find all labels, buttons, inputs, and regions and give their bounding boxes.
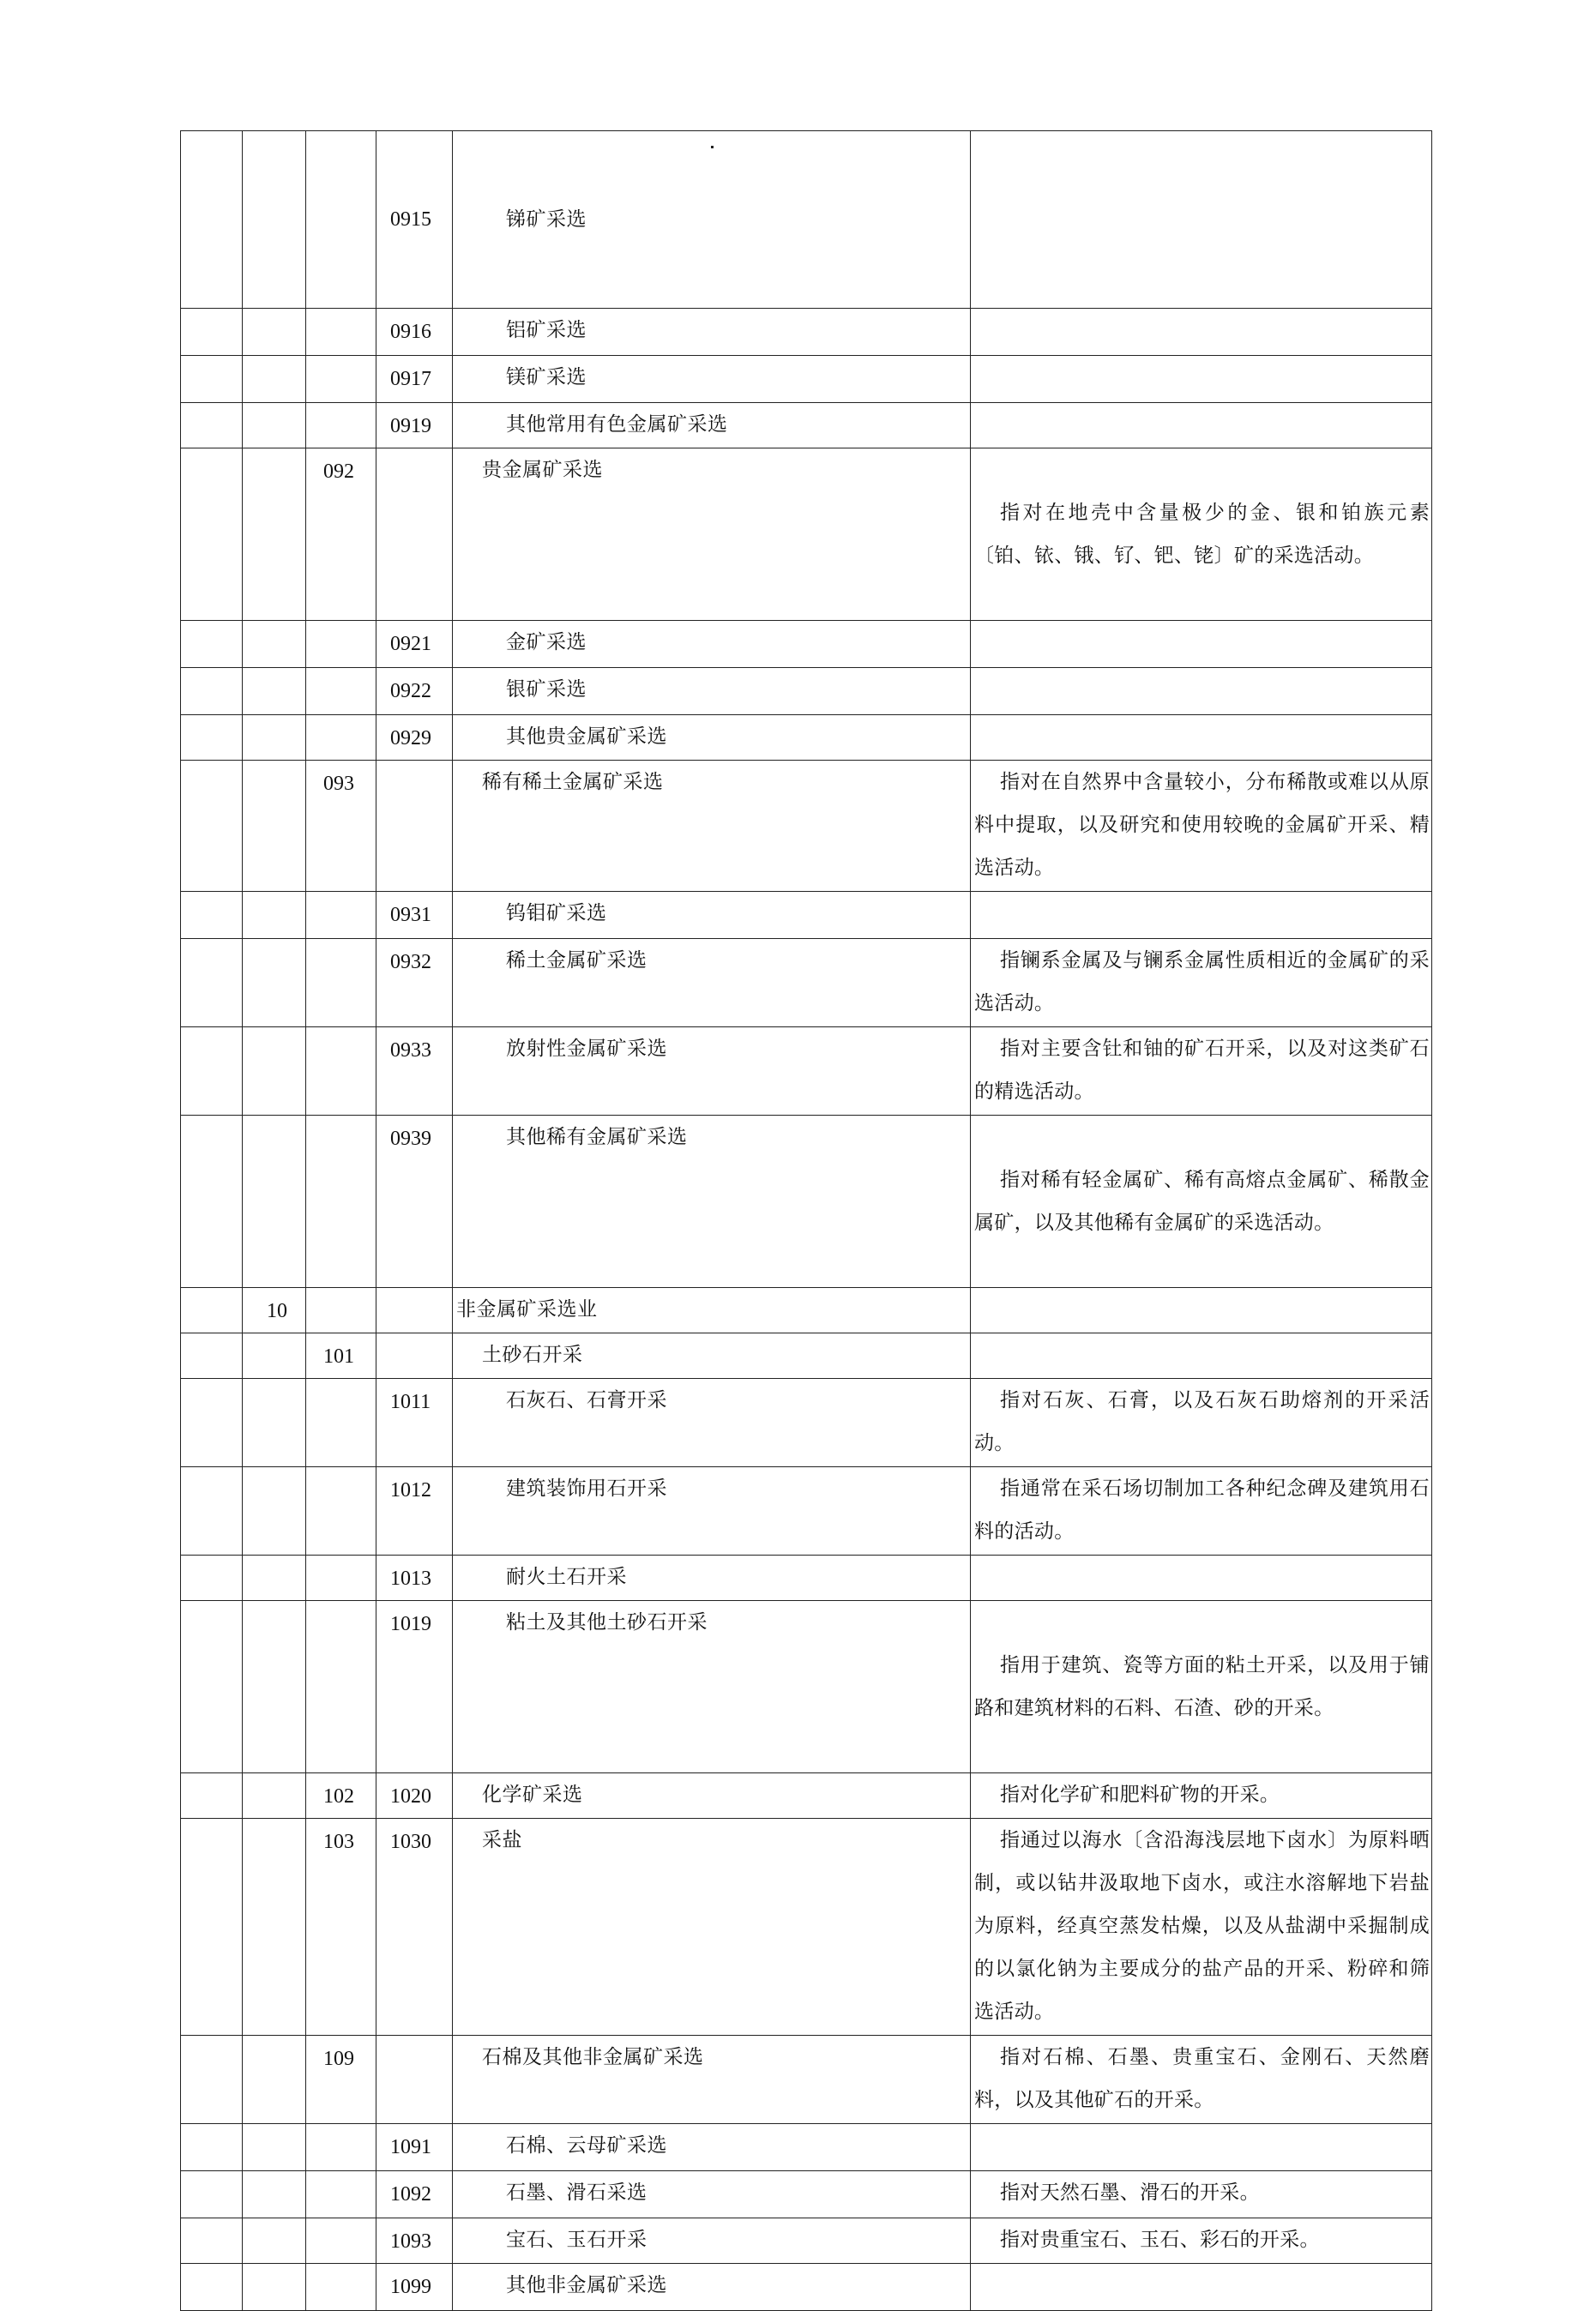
category-cell (181, 668, 243, 715)
class-code: 0917 (390, 368, 431, 390)
table-row-3 (181, 356, 1432, 403)
industry-name-cell (453, 1379, 971, 1467)
class-code: 1020 (390, 1785, 431, 1808)
industry-name-cell (453, 2171, 971, 2218)
division-code-cell (243, 621, 306, 668)
industry-name: 金矿采选 (506, 631, 587, 653)
class-code: 0922 (390, 680, 431, 702)
class-code-cell (376, 448, 453, 621)
group-code-cell (306, 2171, 376, 2218)
group-code: 109 (323, 2048, 354, 2070)
industry-name-cell (453, 131, 971, 309)
description-cell (971, 1027, 1432, 1116)
class-code: 1092 (390, 2183, 431, 2206)
class-code-cell (376, 1773, 453, 1819)
description-cell (971, 2036, 1432, 2124)
category-cell (181, 1467, 243, 1556)
industry-name: 铝矿采选 (506, 319, 587, 341)
division-code: 10 (267, 1300, 287, 1322)
industry-name: 稀土金属矿采选 (506, 949, 647, 972)
description-cell (971, 2264, 1432, 2311)
category-cell (181, 356, 243, 403)
industry-name-cell (453, 715, 971, 761)
category-cell (181, 2171, 243, 2218)
industry-name-cell (453, 761, 971, 892)
group-code-cell (306, 2124, 376, 2171)
class-code-cell (376, 1556, 453, 1601)
division-code-cell (243, 2036, 306, 2124)
group-code-cell (306, 1819, 376, 2036)
group-code-cell (306, 621, 376, 668)
class-code: 0929 (390, 727, 431, 749)
category-cell (181, 1379, 243, 1467)
division-code-cell (243, 131, 306, 309)
table-row-7 (181, 668, 1432, 715)
category-cell (181, 1773, 243, 1819)
table-row-1 (181, 131, 1432, 309)
class-code-cell (376, 761, 453, 892)
class-code-cell (376, 1333, 453, 1379)
division-code-cell (243, 1027, 306, 1116)
industry-name: 化学矿采选 (482, 1784, 583, 1806)
description: 指对在自然界中含量较小，分布稀散或难以从原料中提取，以及研究和使用较晚的金属矿开采、精选活动。 (974, 771, 1430, 879)
industry-name-cell (453, 403, 971, 448)
class-code-cell (376, 2124, 453, 2171)
group-code-cell (306, 131, 376, 309)
class-code: 0932 (390, 951, 431, 973)
industry-name: 其他稀有金属矿采选 (506, 1126, 688, 1148)
group-code: 092 (323, 460, 354, 483)
division-code-cell (243, 892, 306, 939)
table-row-24 (181, 2171, 1432, 2218)
description-cell (971, 1773, 1432, 1819)
category-cell (181, 448, 243, 621)
industry-name: 锑矿采选 (506, 208, 587, 231)
table-row-20 (181, 1773, 1432, 1819)
industry-name: 贵金属矿采选 (482, 459, 603, 481)
class-code: 1013 (390, 1568, 431, 1590)
class-code: 1091 (390, 2136, 431, 2158)
description-cell (971, 309, 1432, 356)
division-code-cell (243, 2124, 306, 2171)
group-code-cell (306, 892, 376, 939)
group-code-cell (306, 1601, 376, 1773)
industry-name: 稀有稀土金属矿采选 (482, 771, 664, 793)
description-cell (971, 621, 1432, 668)
industry-name-cell (453, 1027, 971, 1116)
description-cell (971, 1819, 1432, 2036)
category-cell (181, 403, 243, 448)
industry-name: 石棉及其他非金属矿采选 (482, 2046, 704, 2068)
category-cell (181, 2124, 243, 2171)
division-code-cell (243, 1773, 306, 1819)
group-code-cell (306, 1379, 376, 1467)
description-cell (971, 668, 1432, 715)
class-code-cell (376, 892, 453, 939)
class-code: 1011 (390, 1391, 431, 1413)
description: 指通过以海水〔含沿海浅层地下卤水〕为原料晒制，或以钻井汲取地下卤水，或注水溶解地下岩盐为原料，经真空蒸发枯燥，以及从盐湖中采掘制成的以氯化钠为主要成分的盐产品的开采、粉碎和筛选活动。 (974, 1829, 1430, 2023)
industry-name: 土砂石开采 (482, 1344, 583, 1366)
description-cell (971, 715, 1432, 761)
category-cell (181, 131, 243, 309)
description: 指对天然石墨、滑石的开采。 (1000, 2182, 1260, 2204)
industry-classification-table (180, 130, 1432, 2311)
group-code-cell (306, 403, 376, 448)
category-cell (181, 1333, 243, 1379)
group-code-cell (306, 1333, 376, 1379)
group-code: 103 (323, 1831, 354, 1853)
class-code-cell (376, 2264, 453, 2311)
industry-name-cell (453, 621, 971, 668)
description-cell (971, 448, 1432, 621)
table-row-5 (181, 448, 1432, 621)
industry-name: 石棉、云母矿采选 (506, 2134, 667, 2157)
class-code: 0939 (390, 1128, 431, 1150)
industry-name-cell (453, 2264, 971, 2311)
group-code-cell (306, 356, 376, 403)
description-cell (971, 1379, 1432, 1467)
table-row-14 (181, 1288, 1432, 1333)
division-code-cell (243, 939, 306, 1027)
division-code-cell (243, 309, 306, 356)
description: 指对主要含钍和铀的矿石开采，以及对这类矿石的精选活动。 (974, 1038, 1430, 1103)
description: 指对贵重宝石、玉石、彩石的开采。 (1000, 2229, 1320, 2251)
description-cell (971, 1333, 1432, 1379)
industry-name-cell (453, 1601, 971, 1773)
industry-name-cell (453, 356, 971, 403)
description-cell (971, 1288, 1432, 1333)
classification-table-sheet (180, 130, 1431, 2311)
industry-name: 其他常用有色金属矿采选 (506, 413, 728, 436)
stray-mark (711, 146, 714, 148)
industry-name-cell (453, 1773, 971, 1819)
description: 指对化学矿和肥料矿物的开采。 (1000, 1784, 1280, 1806)
table-row-18 (181, 1556, 1432, 1601)
description: 指镧系金属及与镧系金属性质相近的金属矿的采选活动。 (974, 949, 1430, 1014)
group-code-cell (306, 2036, 376, 2124)
class-code-cell (376, 1819, 453, 2036)
category-cell (181, 1027, 243, 1116)
table-row-11 (181, 939, 1432, 1027)
class-code-cell (376, 715, 453, 761)
class-code-cell (376, 621, 453, 668)
group-code: 102 (323, 1785, 354, 1808)
class-code-cell (376, 1288, 453, 1333)
category-cell (181, 1556, 243, 1601)
group-code-cell (306, 2264, 376, 2311)
industry-name: 钨钼矿采选 (506, 902, 607, 924)
table-row-15 (181, 1333, 1432, 1379)
class-code: 1030 (390, 1831, 431, 1853)
class-code-cell (376, 939, 453, 1027)
industry-name-cell (453, 1333, 971, 1379)
division-code-cell (243, 403, 306, 448)
group-code-cell (306, 1116, 376, 1288)
class-code: 0915 (390, 208, 431, 231)
table-row-21 (181, 1819, 1432, 2036)
table-row-8 (181, 715, 1432, 761)
class-code-cell (376, 1467, 453, 1556)
category-cell (181, 1288, 243, 1333)
class-code-cell (376, 2171, 453, 2218)
industry-name: 建筑装饰用石开采 (506, 1477, 667, 1500)
description-cell (971, 356, 1432, 403)
group-code: 093 (323, 773, 354, 795)
industry-name: 粘土及其他土砂石开采 (506, 1611, 708, 1634)
division-code-cell (243, 761, 306, 892)
group-code-cell (306, 448, 376, 621)
description-cell (971, 761, 1432, 892)
description: 指通常在采石场切制加工各种纪念碑及建筑用石料的活动。 (974, 1477, 1430, 1543)
industry-name-cell (453, 2124, 971, 2171)
category-cell (181, 761, 243, 892)
industry-name: 非金属矿采选业 (456, 1298, 598, 1321)
division-code-cell (243, 1819, 306, 2036)
category-cell (181, 309, 243, 356)
class-code-cell (376, 403, 453, 448)
group-code-cell (306, 939, 376, 1027)
industry-name: 其他非金属矿采选 (506, 2274, 667, 2296)
industry-name-cell (453, 1116, 971, 1288)
group-code-cell (306, 1288, 376, 1333)
table-row-23 (181, 2124, 1432, 2171)
description: 指对石灰、石膏，以及石灰石助熔剂的开采活动。 (974, 1389, 1430, 1454)
industry-name: 宝石、玉石开采 (506, 2229, 647, 2251)
class-code: 0916 (390, 321, 431, 343)
group-code: 101 (323, 1345, 354, 1368)
category-cell (181, 621, 243, 668)
industry-name: 其他贵金属矿采选 (506, 725, 667, 748)
class-code: 1012 (390, 1479, 431, 1502)
description-cell (971, 1601, 1432, 1773)
class-code-cell (376, 1027, 453, 1116)
class-code: 1019 (390, 1613, 431, 1635)
industry-name-cell (453, 448, 971, 621)
class-code-cell (376, 356, 453, 403)
category-cell (181, 2036, 243, 2124)
industry-name: 放射性金属矿采选 (506, 1038, 667, 1060)
industry-name-cell (453, 1467, 971, 1556)
class-code-cell (376, 2036, 453, 2124)
description-cell (971, 1467, 1432, 1556)
description-cell (971, 1116, 1432, 1288)
group-code-cell (306, 715, 376, 761)
description-cell (971, 2171, 1432, 2218)
division-code-cell (243, 2264, 306, 2311)
table-row-2 (181, 309, 1432, 356)
table-row-10 (181, 892, 1432, 939)
description: 指对稀有轻金属矿、稀有高熔点金属矿、稀散金属矿，以及其他稀有金属矿的采选活动。 (974, 1169, 1430, 1234)
division-code-cell (243, 1601, 306, 1773)
industry-name-cell (453, 892, 971, 939)
class-code-cell (376, 309, 453, 356)
description-cell (971, 939, 1432, 1027)
group-code-cell (306, 1556, 376, 1601)
class-code: 0919 (390, 415, 431, 437)
class-code-cell (376, 1601, 453, 1773)
description: 指用于建筑、瓷等方面的粘土开采，以及用于铺路和建筑材料的石料、石渣、砂的开采。 (974, 1654, 1430, 1719)
table-row-12 (181, 1027, 1432, 1116)
division-code-cell (243, 1556, 306, 1601)
industry-name-cell (453, 1819, 971, 2036)
description: 指对在地壳中含量极少的金、银和铂族元素〔铂、铱、锇、钌、钯、铑〕矿的采选活动。 (974, 502, 1430, 567)
class-code: 0931 (390, 904, 431, 926)
description-cell (971, 892, 1432, 939)
description-cell (971, 1556, 1432, 1601)
category-cell (181, 715, 243, 761)
division-code-cell (243, 715, 306, 761)
division-code-cell (243, 1116, 306, 1288)
table-row-16 (181, 1379, 1432, 1467)
industry-name-cell (453, 939, 971, 1027)
description-cell (971, 131, 1432, 309)
class-code-cell (376, 668, 453, 715)
description: 指对石棉、石墨、贵重宝石、金刚石、天然磨料，以及其他矿石的开采。 (974, 2046, 1430, 2111)
industry-name: 镁矿采选 (506, 366, 587, 388)
division-code-cell (243, 1288, 306, 1333)
industry-name: 石灰石、石膏开采 (506, 1389, 667, 1411)
industry-name-cell (453, 1288, 971, 1333)
division-code-cell (243, 668, 306, 715)
industry-name: 石墨、滑石采选 (506, 2182, 647, 2204)
group-code-cell (306, 1467, 376, 1556)
class-code-cell (376, 1379, 453, 1467)
category-cell (181, 1116, 243, 1288)
description-cell (971, 2124, 1432, 2171)
industry-name: 银矿采选 (506, 678, 587, 701)
group-code-cell (306, 1773, 376, 1819)
category-cell (181, 1819, 243, 2036)
table-row-26 (181, 2264, 1432, 2311)
table-body (181, 131, 1432, 2311)
table-row-6 (181, 621, 1432, 668)
division-code-cell (243, 356, 306, 403)
category-cell (181, 1601, 243, 1773)
division-code-cell (243, 1467, 306, 1556)
group-code-cell (306, 1027, 376, 1116)
industry-name: 耐火土石开采 (506, 1566, 627, 1588)
group-code-cell (306, 668, 376, 715)
division-code-cell (243, 448, 306, 621)
class-code: 1093 (390, 2230, 431, 2253)
class-code: 1099 (390, 2276, 431, 2298)
division-code-cell (243, 1333, 306, 1379)
class-code: 0933 (390, 1039, 431, 1062)
table-row-19 (181, 1601, 1432, 1773)
table-row-9 (181, 761, 1432, 892)
table-row-17 (181, 1467, 1432, 1556)
group-code-cell (306, 761, 376, 892)
group-code-cell (306, 309, 376, 356)
class-code-cell (376, 1116, 453, 1288)
class-code-cell (376, 131, 453, 309)
industry-name-cell (453, 1556, 971, 1601)
industry-name: 采盐 (482, 1829, 522, 1851)
table-row-4 (181, 403, 1432, 448)
industry-name-cell (453, 2036, 971, 2124)
division-code-cell (243, 2171, 306, 2218)
division-code-cell (243, 1379, 306, 1467)
category-cell (181, 892, 243, 939)
table-row-13 (181, 1116, 1432, 1288)
table-row-22 (181, 2036, 1432, 2124)
description-cell (971, 403, 1432, 448)
industry-name-cell (453, 309, 971, 356)
category-cell (181, 939, 243, 1027)
category-cell (181, 2264, 243, 2311)
class-code: 0921 (390, 633, 431, 655)
industry-name-cell (453, 668, 971, 715)
